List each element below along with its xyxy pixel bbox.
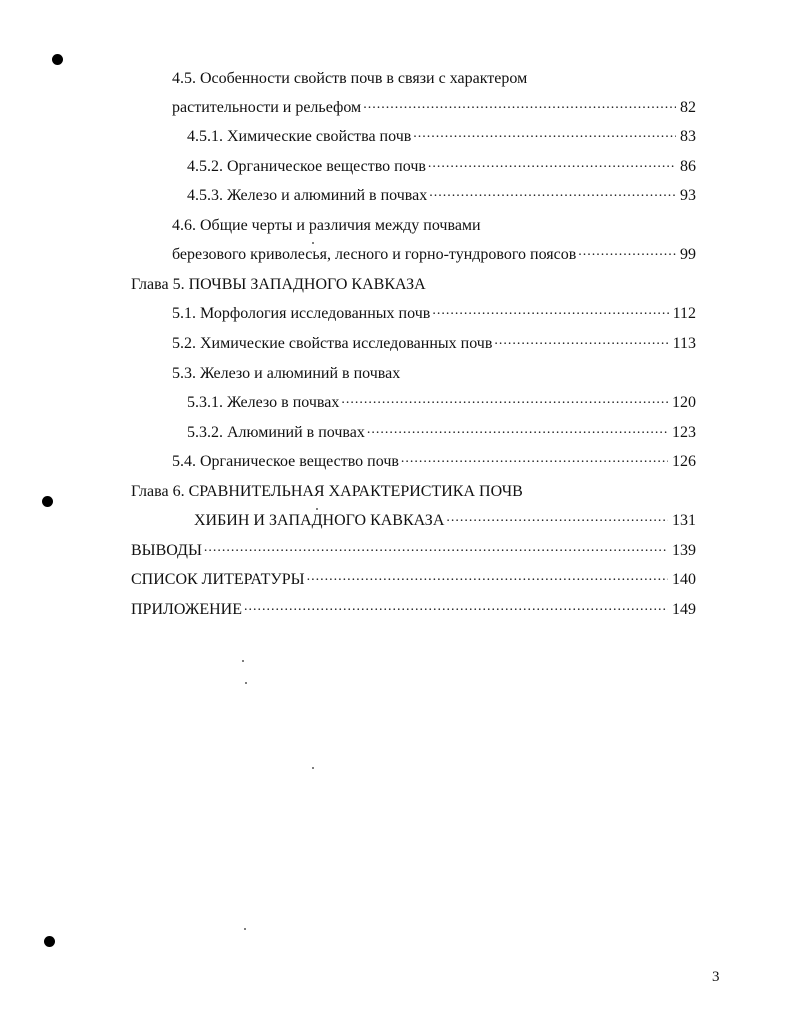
toc-page-number: 83 [680, 128, 696, 145]
toc-entry-title: 5.1. Морфология исследованных почв [172, 305, 431, 322]
toc-page-number: 120 [672, 394, 696, 411]
toc-entry-title: 4.5.1. Химические свойства почв [187, 128, 412, 145]
scan-speck [312, 767, 314, 769]
toc-entry-5-2[interactable] [172, 334, 696, 354]
toc-page-number: 93 [680, 187, 696, 204]
dot-leader [244, 600, 668, 614]
dot-leader [363, 98, 676, 112]
toc-entry-4-6-line1: 4.6. Общие черты и различия между почвами [172, 217, 481, 234]
dot-leader [446, 511, 668, 525]
toc-entry-title: растительности и рельефом [172, 99, 362, 116]
scan-speck [244, 928, 246, 930]
toc-page-number: 126 [672, 453, 696, 470]
dot-leader [428, 157, 676, 171]
toc-entry-5-4[interactable] [172, 452, 696, 472]
toc-page-number: 140 [672, 571, 696, 588]
dot-leader [401, 452, 668, 466]
page-number: 3 [712, 969, 720, 985]
toc-entry-4-5-line1: 4.5. Особенности свойств почв в связи с характером [172, 70, 528, 87]
scan-speck [242, 660, 244, 662]
binder-hole-middle [42, 496, 53, 507]
toc-entry-4-5-2[interactable] [187, 157, 696, 177]
toc-page-number: 86 [680, 158, 696, 175]
toc-page-number: 99 [680, 246, 696, 263]
toc-entry-appendix[interactable] [131, 600, 696, 620]
toc-page-number: 112 [672, 305, 696, 322]
toc-entry-references[interactable] [131, 570, 696, 590]
dot-leader [307, 570, 668, 584]
scan-speck [245, 682, 247, 684]
dot-leader [429, 186, 676, 200]
binder-hole-bottom [44, 936, 55, 947]
toc-chapter-6-line1: Глава 6. СРАВНИТЕЛЬНАЯ ХАРАКТЕРИСТИКА ПОЧВ [131, 483, 523, 500]
toc-page-number: 82 [680, 99, 696, 116]
dot-leader [341, 393, 668, 407]
toc-entry-title: ВЫВОДЫ [131, 542, 202, 559]
toc-entry-title: 5.3.2. Алюминий в почвах [187, 424, 365, 441]
toc-entry-4-5-3[interactable] [187, 186, 696, 206]
toc-page-number: 123 [672, 424, 696, 441]
binder-hole-top [52, 54, 63, 65]
toc-entry-4-6[interactable] [172, 245, 696, 265]
dot-leader [413, 127, 676, 141]
toc-entry-title: ПРИЛОЖЕНИЕ [131, 601, 243, 618]
toc-page-number: 131 [672, 512, 696, 529]
dot-leader [494, 334, 668, 348]
dot-leader [578, 245, 676, 259]
toc-page-number: 149 [672, 601, 696, 618]
toc-page-number: 139 [672, 542, 696, 559]
toc-entry-5-3-2[interactable] [187, 423, 696, 443]
scan-speck [312, 242, 314, 244]
toc-entry-title: СПИСОК ЛИТЕРАТУРЫ [131, 571, 305, 588]
toc-entry-conclusions[interactable] [131, 541, 696, 561]
toc-entry-title: 4.5.3. Железо и алюминий в почвах [187, 187, 428, 204]
toc-entry-title: 5.3.1. Железо в почвах [187, 394, 340, 411]
toc-chapter-5[interactable]: Глава 5. ПОЧВЫ ЗАПАДНОГО КАВКАЗА [131, 276, 426, 293]
toc-entry-5-3[interactable]: 5.3. Железо и алюминий в почвах [172, 365, 401, 382]
toc-entry-title: 5.4. Органическое вещество почв [172, 453, 399, 470]
toc-entry-5-3-1[interactable] [187, 393, 696, 413]
toc-chapter-6[interactable] [194, 511, 696, 531]
toc-page-number: 113 [672, 335, 696, 352]
dot-leader [204, 541, 668, 555]
toc-entry-title: 4.5.2. Органическое вещество почв [187, 158, 426, 175]
toc-entry-5-1[interactable] [172, 304, 696, 324]
toc-entry-4-5[interactable] [172, 98, 696, 118]
toc-entry-title: ХИБИН И ЗАПАДНОГО КАВКАЗА [194, 512, 445, 529]
toc-entry-title: березового криволесья, лесного и горно-тундрового поясов [172, 246, 577, 263]
toc-entry-4-5-1[interactable] [187, 127, 696, 147]
dot-leader [367, 423, 668, 437]
scan-speck [316, 508, 318, 510]
dot-leader [432, 304, 668, 318]
toc-entry-title: 5.2. Химические свойства исследованных почв [172, 335, 493, 352]
